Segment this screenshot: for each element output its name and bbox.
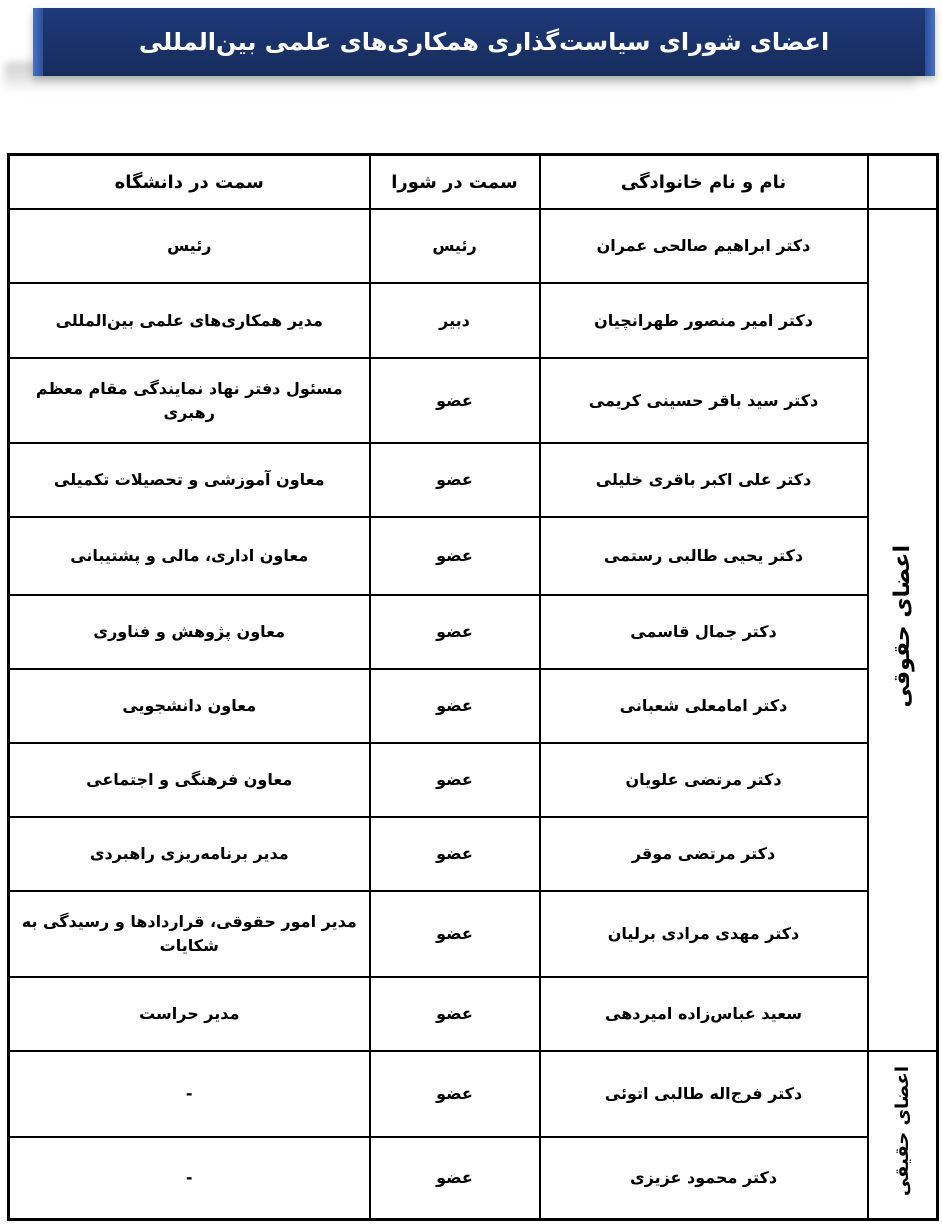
member-university-role: - [9,1051,370,1137]
header-council-role: سمت در شورا [370,155,540,210]
member-university-role: رئیس [9,209,370,283]
member-university-role: معاون دانشجویی [9,669,370,743]
table-row [9,977,938,1051]
member-council-role: عضو [370,1137,540,1219]
table-row [9,743,938,817]
member-council-role: عضو [370,358,540,443]
member-name: دکتر محمود عزیزی [540,1137,868,1219]
member-university-role: مدیر همکاری‌های علمی بین‌المللی [9,283,370,358]
member-university-role: معاون آموزشی و تحصیلات تکمیلی [9,443,370,517]
member-name: دکتر مرتضی علویان [540,743,868,817]
title-banner [0,0,942,110]
table-row [9,209,938,283]
header-row [9,155,938,210]
member-name: دکتر یحیی طالبی رستمی [540,517,868,595]
member-council-role: عضو [370,743,540,817]
member-university-role: معاون اداری، مالی و پشتیبانی [9,517,370,595]
member-name: دکتر امامعلی شعبانی [540,669,868,743]
member-council-role: عضو [370,443,540,517]
group-label-real: اعضای حقیقی [891,1066,913,1197]
member-university-role: معاون پژوهش و فناوری [9,595,370,669]
group-cell-real [868,1051,938,1219]
member-name: دکتر امیر منصور طهرانچیان [540,283,868,358]
member-name: دکتر جمال قاسمی [540,595,868,669]
table-row [9,517,938,595]
member-council-role: دبیر [370,283,540,358]
member-university-role: مدیر برنامه‌ریزی راهبردی [9,817,370,891]
member-council-role: رئیس [370,209,540,283]
member-name: دکتر فرج‌اله طالبی اتوئی [540,1051,868,1137]
member-name: دکتر مهدی مرادی برلیان [540,891,868,977]
member-university-role: مدیر حراست [9,977,370,1051]
member-council-role: عضو [370,595,540,669]
table-row [9,358,938,443]
member-university-role: مسئول دفتر نهاد نمایندگی مقام معظم رهبری [9,358,370,443]
table-row [9,1137,938,1219]
table-body [9,209,938,1219]
table-row [9,891,938,977]
member-council-role: عضو [370,891,540,977]
member-name: دکتر مرتضی موقر [540,817,868,891]
member-name: دکتر علی اکبر باقری خلیلی [540,443,868,517]
member-council-role: عضو [370,1051,540,1137]
group-cell-legal [868,209,938,1051]
header-university-role: سمت در دانشگاه [9,155,370,210]
member-university-role: - [9,1137,370,1219]
member-university-role: معاون فرهنگی و اجتماعی [9,743,370,817]
member-council-role: عضو [370,517,540,595]
table-row [9,817,938,891]
member-name: دکتر سید باقر حسینی کریمی [540,358,868,443]
member-council-role: عضو [370,669,540,743]
member-university-role: مدیر امور حقوقی، قراردادها و رسیدگی به شکایات [9,891,370,977]
member-council-role: عضو [370,817,540,891]
table-row [9,443,938,517]
table-row [9,283,938,358]
group-label-legal: اعضای حقوقی [889,545,915,708]
member-council-role: عضو [370,977,540,1051]
member-name: سعید عباس‌زاده امیردهی [540,977,868,1051]
table-row [9,595,938,669]
header-name: نام و نام خانوادگی [540,155,868,210]
members-table [7,153,939,1221]
table-row [9,669,938,743]
table-row [9,1051,938,1137]
banner-bar [33,8,935,76]
header-group [868,155,938,210]
member-name: دکتر ابراهیم صالحی عمران [540,209,868,283]
page-title: اعضای شورای سیاست‌گذاری همکاری‌های علمی بین‌المللی [138,28,830,56]
